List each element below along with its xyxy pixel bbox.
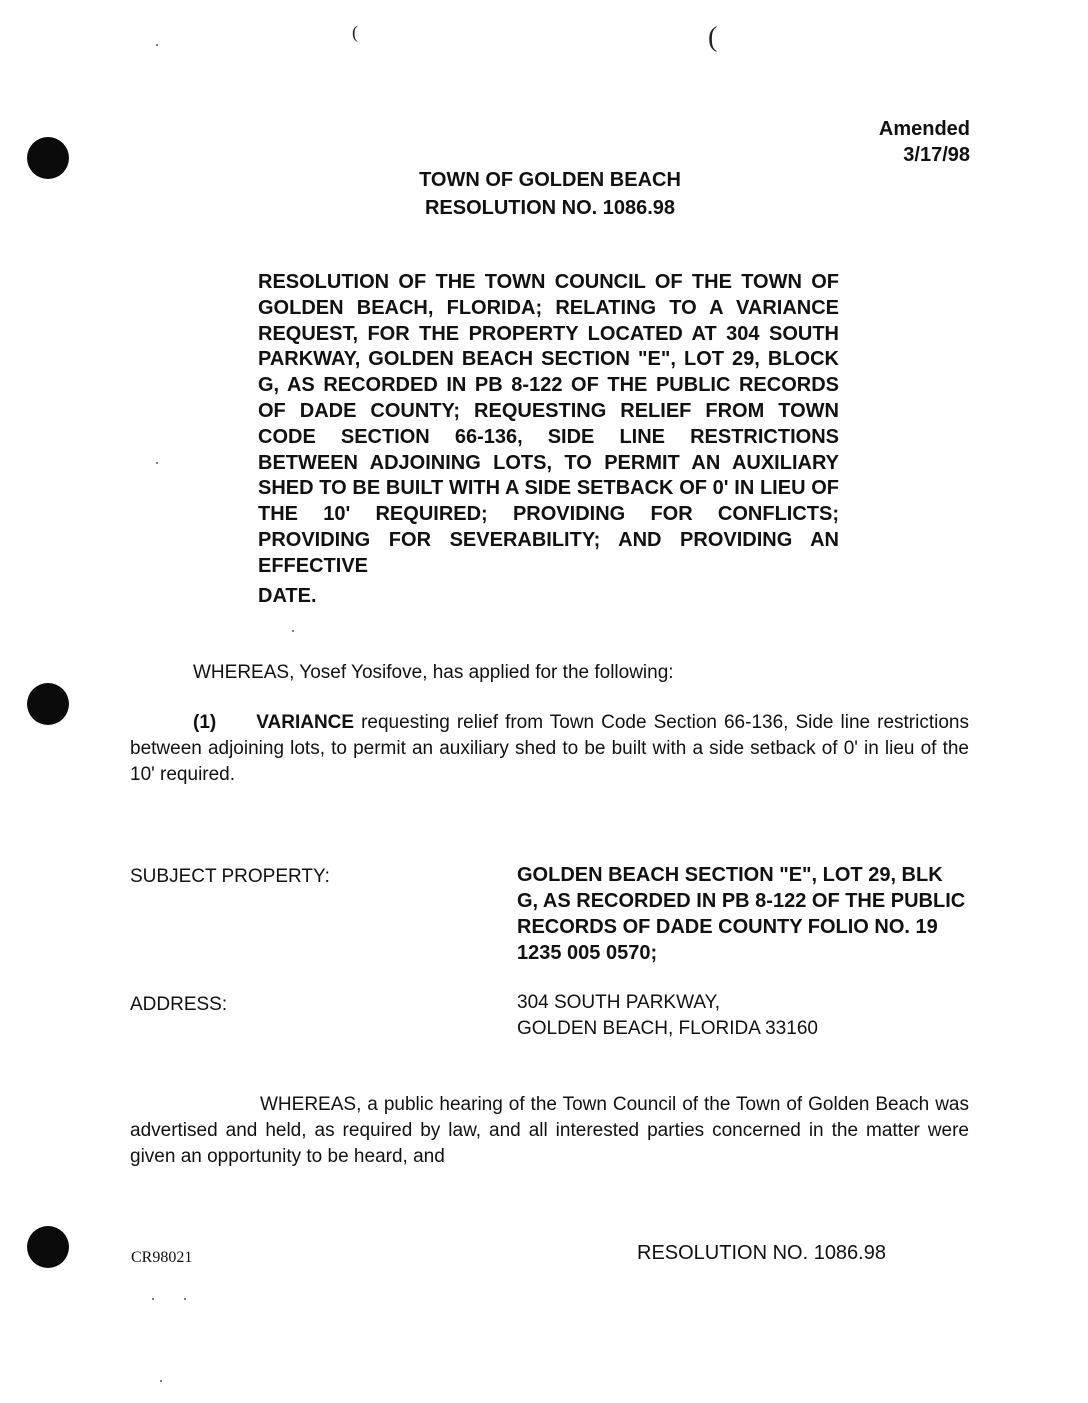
footer-resolution-number: RESOLUTION NO. 1086.98 bbox=[637, 1242, 886, 1264]
resolution-title: RESOLUTION NO. 1086.98 bbox=[424, 197, 676, 219]
amended-label: Amended bbox=[878, 118, 970, 140]
scan-mark: ( bbox=[708, 22, 718, 53]
scan-speck bbox=[292, 630, 294, 632]
scan-speck bbox=[156, 44, 158, 46]
address-line-2: GOLDEN BEACH, FLORIDA 33160 bbox=[517, 1018, 818, 1039]
punch-hole-top bbox=[27, 137, 69, 179]
punch-hole-bottom bbox=[27, 1226, 69, 1268]
whereas-hearing: WHEREAS, a public hearing of the Town Council of the Town of Golden Beach was advertised and held, as required by law, and all interested parties concerned in the matter were given an opportunity to be heard, and bbox=[130, 1094, 969, 1167]
amended-stamp bbox=[879, 116, 970, 168]
punch-hole-middle bbox=[27, 683, 69, 725]
item-text: requesting relief from Town Code Section 66-136, Side line restrictions between adjoining lots, to permit an auxiliary shed to be built with a side setback of 0' in lieu of the 10' required. bbox=[130, 712, 969, 785]
scan-speck bbox=[160, 1380, 162, 1382]
address-label: ADDRESS: bbox=[130, 994, 228, 1015]
amended-date: 3/17/98 bbox=[903, 144, 970, 166]
subject-property-value: GOLDEN BEACH SECTION "E", LOT 29, BLK G, AS RECORDED IN PB 8-122 OF THE PUBLIC RECORDS OF DADE COUNTY FOLIO NO. 19 1235 005 0570; bbox=[517, 864, 966, 964]
resolution-caption: RESOLUTION OF THE TOWN COUNCIL OF THE TOWN OF GOLDEN BEACH, FLORIDA; RELATING TO A VARIANCE REQUEST, FOR THE PROPERTY LOCATED AT 304 SOUTH PARKWAY, GOLDEN BEACH SECTION "E", LOT 29, BLOCK G, AS RECORDED IN PB 8-122 OF THE PUBLIC RECORDS OF DADE COUNTY; REQUESTING RELIEF FROM TOWN CODE SECTION 66-136, SIDE LINE RESTRICTIONS BETWEEN ADJOINING LOTS, TO PERMIT AN AUXILIARY SHED TO BE BUILT WITH A SIDE SETBACK OF 0' IN LIEU OF THE 10' REQUIRED; PROVIDING FOR CONFLICTS; PROVIDING FOR SEVERABILITY; AND PROVIDING AN EFFECTIVE bbox=[258, 271, 839, 577]
whereas-applicant: WHEREAS, Yosef Yosifove, has applied for the following: bbox=[193, 662, 674, 683]
item-keyword: VARIANCE bbox=[256, 712, 355, 733]
address-line-1: 304 SOUTH PARKWAY, bbox=[517, 992, 721, 1013]
variance-item bbox=[130, 710, 969, 788]
scan-speck bbox=[184, 1298, 186, 1300]
resolution-caption-end: DATE. bbox=[258, 585, 317, 607]
scan-mark: ( bbox=[352, 22, 358, 42]
scan-speck bbox=[152, 1298, 154, 1300]
subject-property-label: SUBJECT PROPERTY: bbox=[130, 866, 330, 887]
town-title: TOWN OF GOLDEN BEACH bbox=[419, 169, 681, 191]
scan-speck bbox=[156, 462, 158, 464]
document-code: CR98021 bbox=[131, 1249, 193, 1266]
address-value bbox=[517, 990, 969, 1042]
item-number: (1) bbox=[193, 712, 217, 733]
